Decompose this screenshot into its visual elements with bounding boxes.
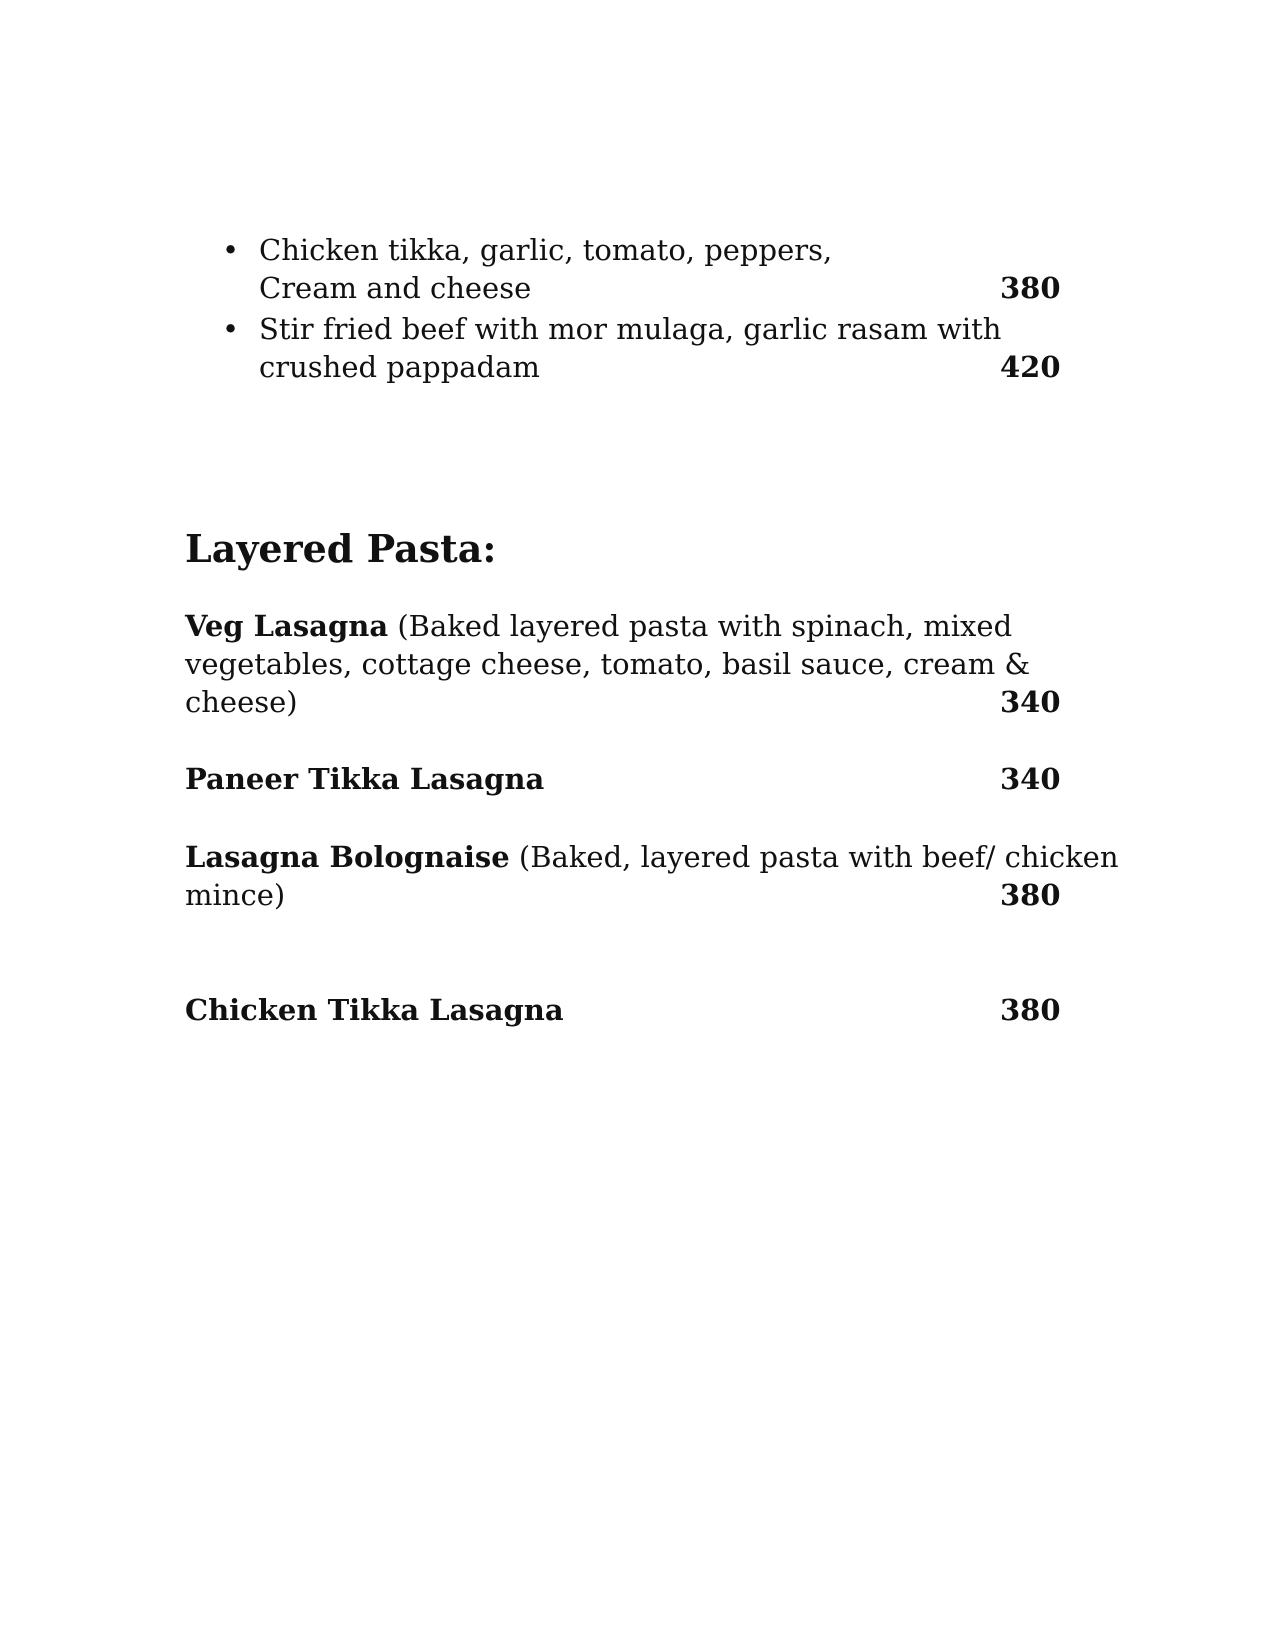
veg-lasagna-desc-2: vegetables, cottage cheese, tomato, basil sauce, cream & (185, 647, 1031, 681)
bullet-dot: • (222, 312, 240, 346)
veg-lasagna-name: Veg Lasagna (185, 609, 389, 643)
bullet-item-2-line-2: crushed pappadam (259, 350, 540, 384)
lasagna-bolognaise-price: 380 (1000, 878, 1061, 912)
bullet-item-1-line-2: Cream and cheese (259, 271, 532, 305)
lasagna-bolognaise-line-1 (185, 838, 1119, 876)
bullet-item-1-line-1: Chicken tikka, garlic, tomato, peppers, (259, 233, 833, 267)
veg-lasagna-price: 340 (1000, 685, 1061, 719)
paneer-tikka-lasagna-name: Paneer Tikka Lasagna (185, 762, 545, 796)
lasagna-bolognaise-desc-2: mince) (185, 878, 286, 912)
veg-lasagna-desc-3: cheese) (185, 685, 298, 719)
bullet-item-1-price: 380 (1000, 271, 1061, 305)
lasagna-bolognaise-desc-1: (Baked, layered pasta with beef/ chicken (509, 840, 1119, 874)
paneer-tikka-lasagna-price: 340 (1000, 762, 1061, 796)
chicken-tikka-lasagna-name: Chicken Tikka Lasagna (185, 993, 564, 1027)
bullet-item-2-price: 420 (1000, 350, 1061, 384)
chicken-tikka-lasagna-price: 380 (1000, 993, 1061, 1027)
veg-lasagna-line-1 (185, 607, 1012, 645)
lasagna-bolognaise-name: Lasagna Bolognaise (185, 840, 510, 874)
veg-lasagna-desc-1: (Baked layered pasta with spinach, mixed (388, 609, 1013, 643)
bullet-item-2-line-1: Stir fried beef with mor mulaga, garlic rasam with (259, 312, 1002, 346)
bullet-dot: • (222, 233, 240, 267)
section-title: Layered Pasta: (185, 526, 497, 571)
